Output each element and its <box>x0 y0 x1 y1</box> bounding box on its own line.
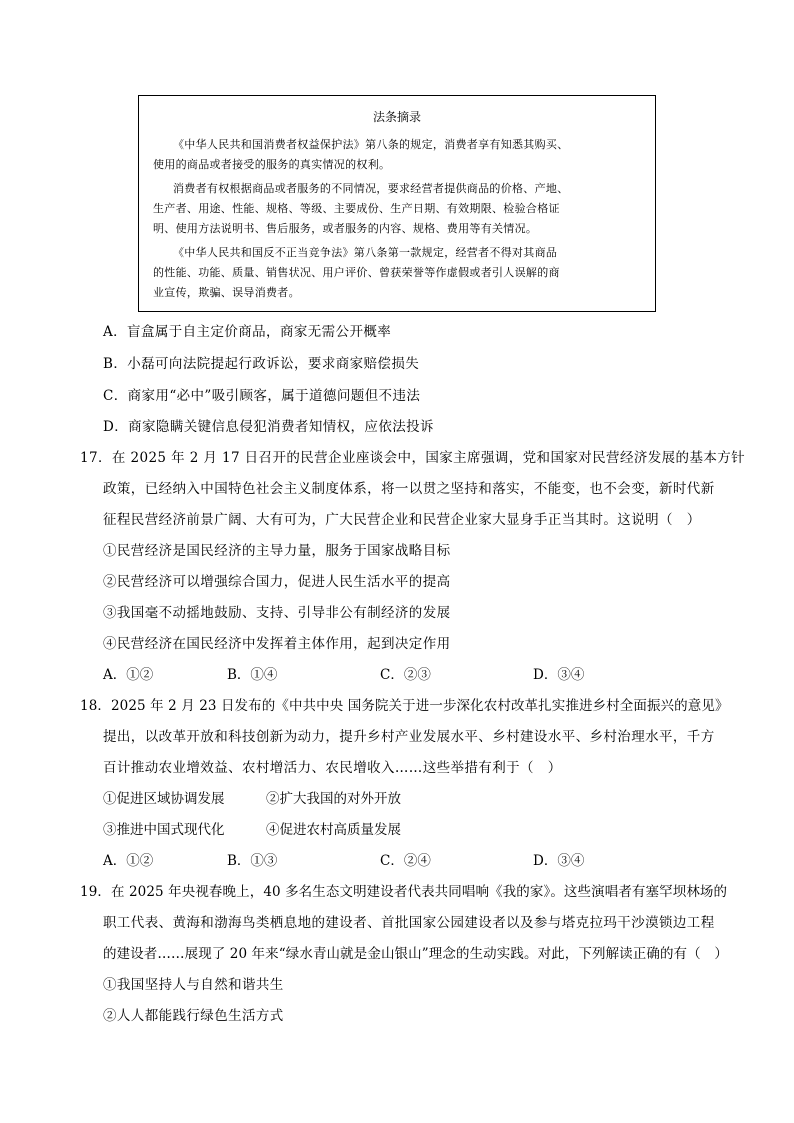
q17-item: ③我国毫不动摇地鼓励、支持、引导非公有制经济的发展 <box>103 605 451 621</box>
q17-option-b: B．①④ <box>227 667 278 683</box>
q16-option-c: C．商家用“必中”吸引顾客，属于道德问题但不违法 <box>103 388 421 404</box>
q17-option-c: C．②③ <box>380 667 431 683</box>
law-excerpt-box <box>138 95 656 312</box>
q17-stem-line: 政策，已经纳入中国特色社会主义制度体系，将一以贯之坚持和落实，不能变，也不会变，新时代新 <box>103 481 715 497</box>
q19-stem-line: 19．在 2025 年央视春晚上，40 多名生态文明建设者代表共同唱响《我的家》。这些演唱者有塞罕坝林场的 <box>80 884 728 900</box>
law-excerpt-title: 法条摘录 <box>372 110 421 124</box>
q17-item: ④民营经济在国民经济中发挥着主体作用，起到决定作用 <box>103 636 451 652</box>
law-line: 消费者有权根据商品或者服务的不同情况，要求经营者提供商品的价格、产地、 <box>173 182 569 195</box>
q18-stem-line: 提出，以改革开放和科技创新为动力，提升乡村产业发展水平、乡村建设水平、乡村治理水平，千方 <box>103 729 715 745</box>
law-line: 生产者、用途、性能、规格、等级、主要成份、生产日期、有效期限、检验合格证 <box>153 202 560 215</box>
q18-option-d: D．③④ <box>533 853 585 869</box>
q17-item: ①民营经济是国民经济的主导力量，服务于国家战略目标 <box>103 543 451 559</box>
q16-option-d: D．商家隐瞒关键信息侵犯消费者知情权，应依法投诉 <box>103 419 434 435</box>
law-line: 《中华人民共和国消费者权益保护法》第八条的规定，消费者享有知悉其购买、 <box>173 138 569 151</box>
law-line: 业宣传，欺骗、误导消费者。 <box>153 286 300 299</box>
q19-item: ②人人都能践行绿色生活方式 <box>103 1008 284 1024</box>
q17-item: ②民营经济可以增强综合国力，促进人民生活水平的提高 <box>103 574 451 590</box>
q16-option-b: B．小磊可向法院提起行政诉讼，要求商家赔偿损失 <box>103 356 420 372</box>
law-line: 使用的商品或者接受的服务的真实情况的权利。 <box>153 158 391 171</box>
q19-stem-line: 的建设者……展现了 20 年来“绿水青山就是金山银山”理念的生动实践。对此，下列解读正确的有（ ） <box>103 946 728 962</box>
q18-item: ③推进中国式现代化 <box>103 822 225 838</box>
q19-stem-line: 职工代表、黄海和渤海鸟类栖息地的建设者、首批国家公园建设者以及参与塔克拉玛干沙漠锁边工程 <box>103 915 715 931</box>
q18-option-c: C．②④ <box>380 853 431 869</box>
q18-item: ④促进农村高质量发展 <box>266 822 401 838</box>
q18-option-b: B．①③ <box>227 853 278 869</box>
law-line: 的性能、功能、质量、销售状况、用户评价、曾获荣誉等作虚假或者引人误解的商 <box>153 266 560 279</box>
q17-option-a: A．①② <box>103 667 154 683</box>
q18-option-a: A．①② <box>103 853 154 869</box>
law-line: 明、使用方法说明书、售后服务，或者服务的内容、规格、费用等有关情况。 <box>153 222 538 235</box>
q18-stem-line: 18．2025 年 2 月 23 日发布的《中共中央 国务院关于进一步深化农村改革扎实推进乡村全面振兴的意见》 <box>80 698 729 714</box>
q18-stem-line: 百计推动农业增效益、农村增活力、农民增收入……这些举措有利于（ ） <box>103 760 562 776</box>
q19-item: ①我国坚持人与自然和谐共生 <box>103 977 284 993</box>
q17-stem-line: 征程民营经济前景广阔、大有可为，广大民营企业和民营企业家大显身手正当其时。这说明（ ） <box>103 512 701 528</box>
q18-item: ②扩大我国的对外开放 <box>266 791 401 807</box>
q16-option-a: A．盲盒属于自主定价商品，商家无需公开概率 <box>103 324 392 340</box>
q17-stem-line: 17．在 2025 年 2 月 17 日召开的民营企业座谈会中，国家主席强调，党和国家对民营经济发展的基本方针 <box>80 450 746 466</box>
law-line: 《中华人民共和国反不正当竞争法》第八条第一款规定，经营者不得对其商品 <box>173 246 558 259</box>
q17-option-d: D．③④ <box>533 667 585 683</box>
q18-item: ①促进区域协调发展 <box>103 791 225 807</box>
